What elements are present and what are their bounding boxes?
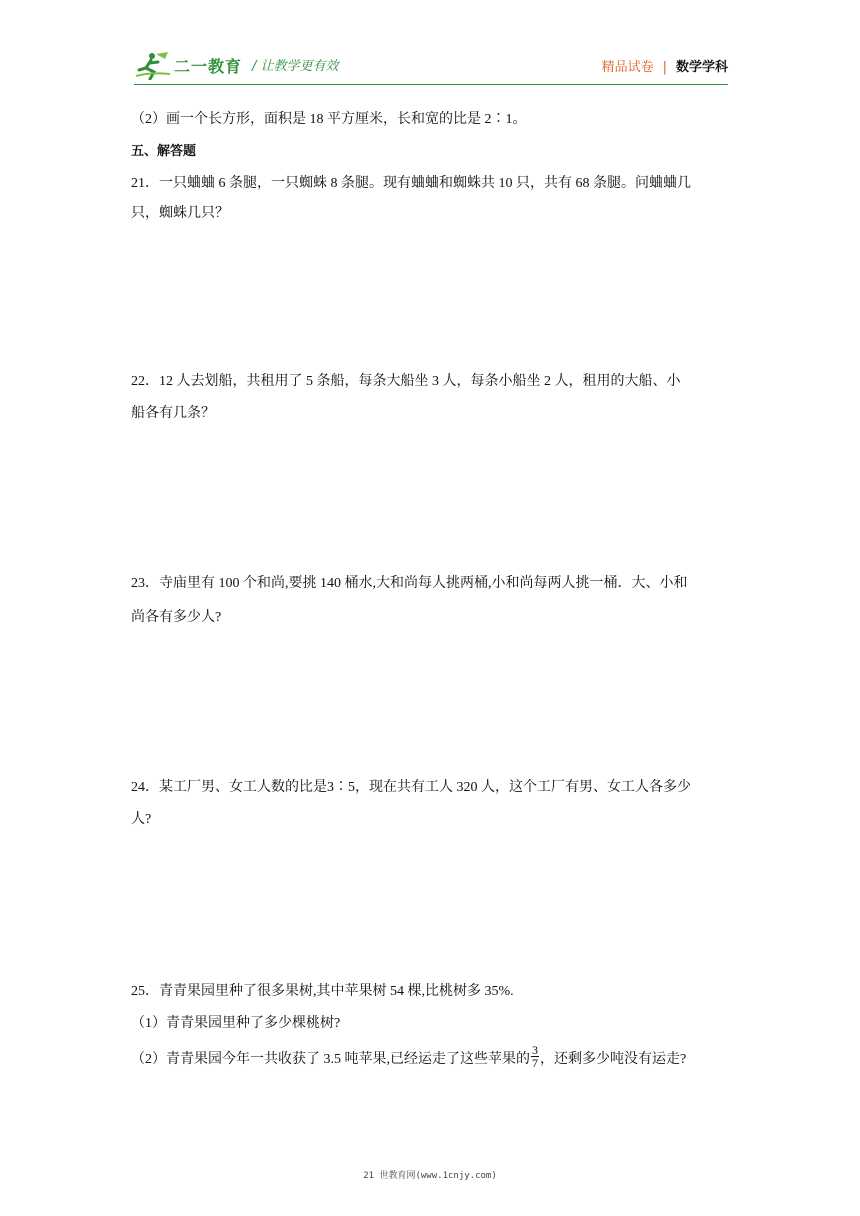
q25-part2-text: （2）青青果园今年一共收获了 3.5 吨苹果,已经运走了这些苹果的 [131,1052,530,1067]
slogan: / 让教学更有效 [252,59,339,74]
q24-line1: 24．某工厂男、女工人数的比是3∶5，现在共有工人 320 人，这个工厂有男、女工人各多少 [131,780,691,795]
q21-line1: 21．一只蛐蛐 6 条腿，一只蜘蛛 8 条腿。现有蛐蛐和蜘蛛共 10 只，共有 68 条腿。问蛐蛐几 [131,176,691,191]
subject-label: 数学学科 [675,60,728,75]
q23-line2: 尚各有多少人? [131,610,222,625]
section-heading: 五、解答题 [131,144,197,159]
fraction-numerator: 3 [532,1043,538,1058]
header-rule [134,84,728,85]
runner-logo-icon [134,50,174,80]
premium-label: 精品试卷 [601,60,654,75]
q22-line2: 船各有几条？ [131,406,215,421]
q25-part2 [131,1043,731,1071]
fraction [531,1044,539,1069]
q23-line1: 23．寺庙里有 100 个和尚,要挑 140 桶水,大和尚每人挑两桶,小和尚每两人挑一桶．大、小和 [131,576,688,591]
logo-text: 二一教育 [174,57,243,76]
header-right [602,56,728,75]
q25-part1: （1）青青果园里种了多少棵桃树? [131,1016,341,1031]
page-header [134,48,728,80]
q21-line2: 只，蜘蛛几只？ [131,206,229,221]
page-footer: 21 世教育网(www.1cnjy.com) [363,1171,497,1181]
q22-line1: 22．12 人去划船，共租用了 5 条船，每条大船坐 3 人，每条小船坐 2 人，租用的大船、小 [131,374,681,389]
q20-part2: （2）画一个长方形，面积是 18 平方厘米，长和宽的比是 2∶1。 [131,112,527,127]
header-separator: | [662,60,667,75]
q25-part2-tail: ，还剩多少吨没有运走? [540,1052,687,1067]
q24-line2: 人? [131,812,152,827]
q25-line1: 25．青青果园里种了很多果树,其中苹果树 54 棵,比桃树多 35%. [131,984,514,999]
fraction-denominator: 7 [532,1056,538,1071]
